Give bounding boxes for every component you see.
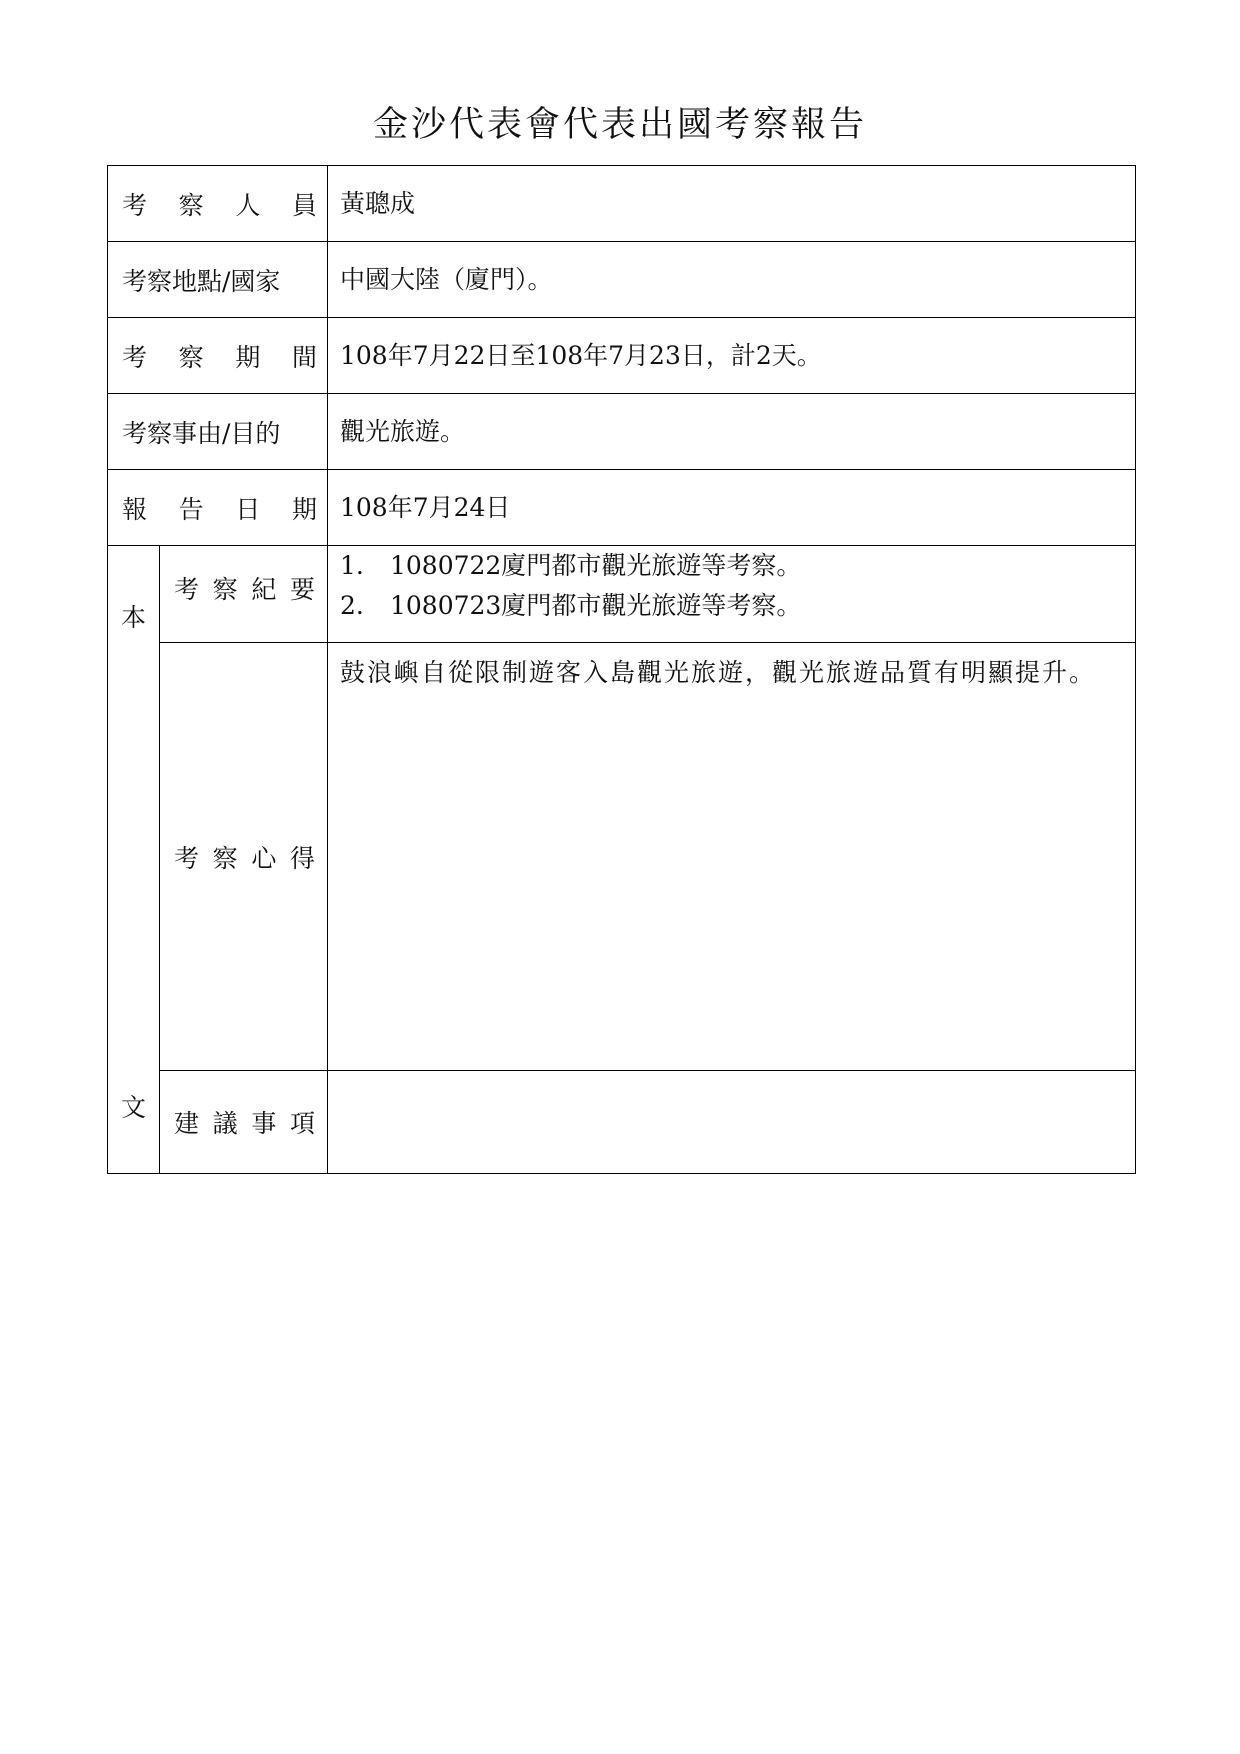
body-side-label	[108, 546, 160, 1174]
list-item: 1. 1080722廈門都市觀光旅遊等考察。	[340, 551, 802, 580]
list-item: 2. 1080723廈門都市觀光旅遊等考察。	[340, 591, 802, 620]
side-label-bottom: 文	[120, 1093, 146, 1122]
label-report-date: 報 告 日 期	[108, 470, 328, 546]
page-title: 金沙代表會代表出國考察報告	[372, 105, 867, 145]
value-insights: 鼓浪嶼自從限制遊客入島觀光旅遊，觀光旅遊品質有明顯提升。	[328, 643, 1136, 1071]
value-summary	[328, 546, 1136, 643]
row-location	[108, 242, 1136, 318]
row-period	[108, 318, 1136, 394]
row-report-date	[108, 470, 1136, 546]
label-insights: 考 察 心 得	[160, 643, 328, 1071]
side-label-top: 本	[120, 603, 146, 632]
label-summary: 考 察 紀 要	[160, 546, 328, 643]
label-personnel: 考 察 人 員	[108, 166, 328, 242]
value-period: 108年7月22日至108年7月23日，計2天。	[328, 318, 1136, 394]
row-suggestions	[108, 1071, 1136, 1174]
label-location: 考察地點/國家	[108, 242, 328, 318]
row-personnel	[108, 166, 1136, 242]
value-personnel: 黃聰成	[328, 166, 1136, 242]
value-location: 中國大陸（廈門）。	[328, 242, 1136, 318]
value-report-date: 108年7月24日	[328, 470, 1136, 546]
label-suggestions: 建 議 事 項	[160, 1071, 328, 1174]
row-purpose	[108, 394, 1136, 470]
label-purpose: 考察事由/目的	[108, 394, 328, 470]
value-suggestions	[328, 1071, 1136, 1174]
label-period: 考 察 期 間	[108, 318, 328, 394]
value-purpose: 觀光旅遊。	[328, 394, 1136, 470]
row-summary	[108, 546, 1136, 643]
row-insights	[108, 643, 1136, 1071]
report-table	[107, 165, 1136, 1174]
